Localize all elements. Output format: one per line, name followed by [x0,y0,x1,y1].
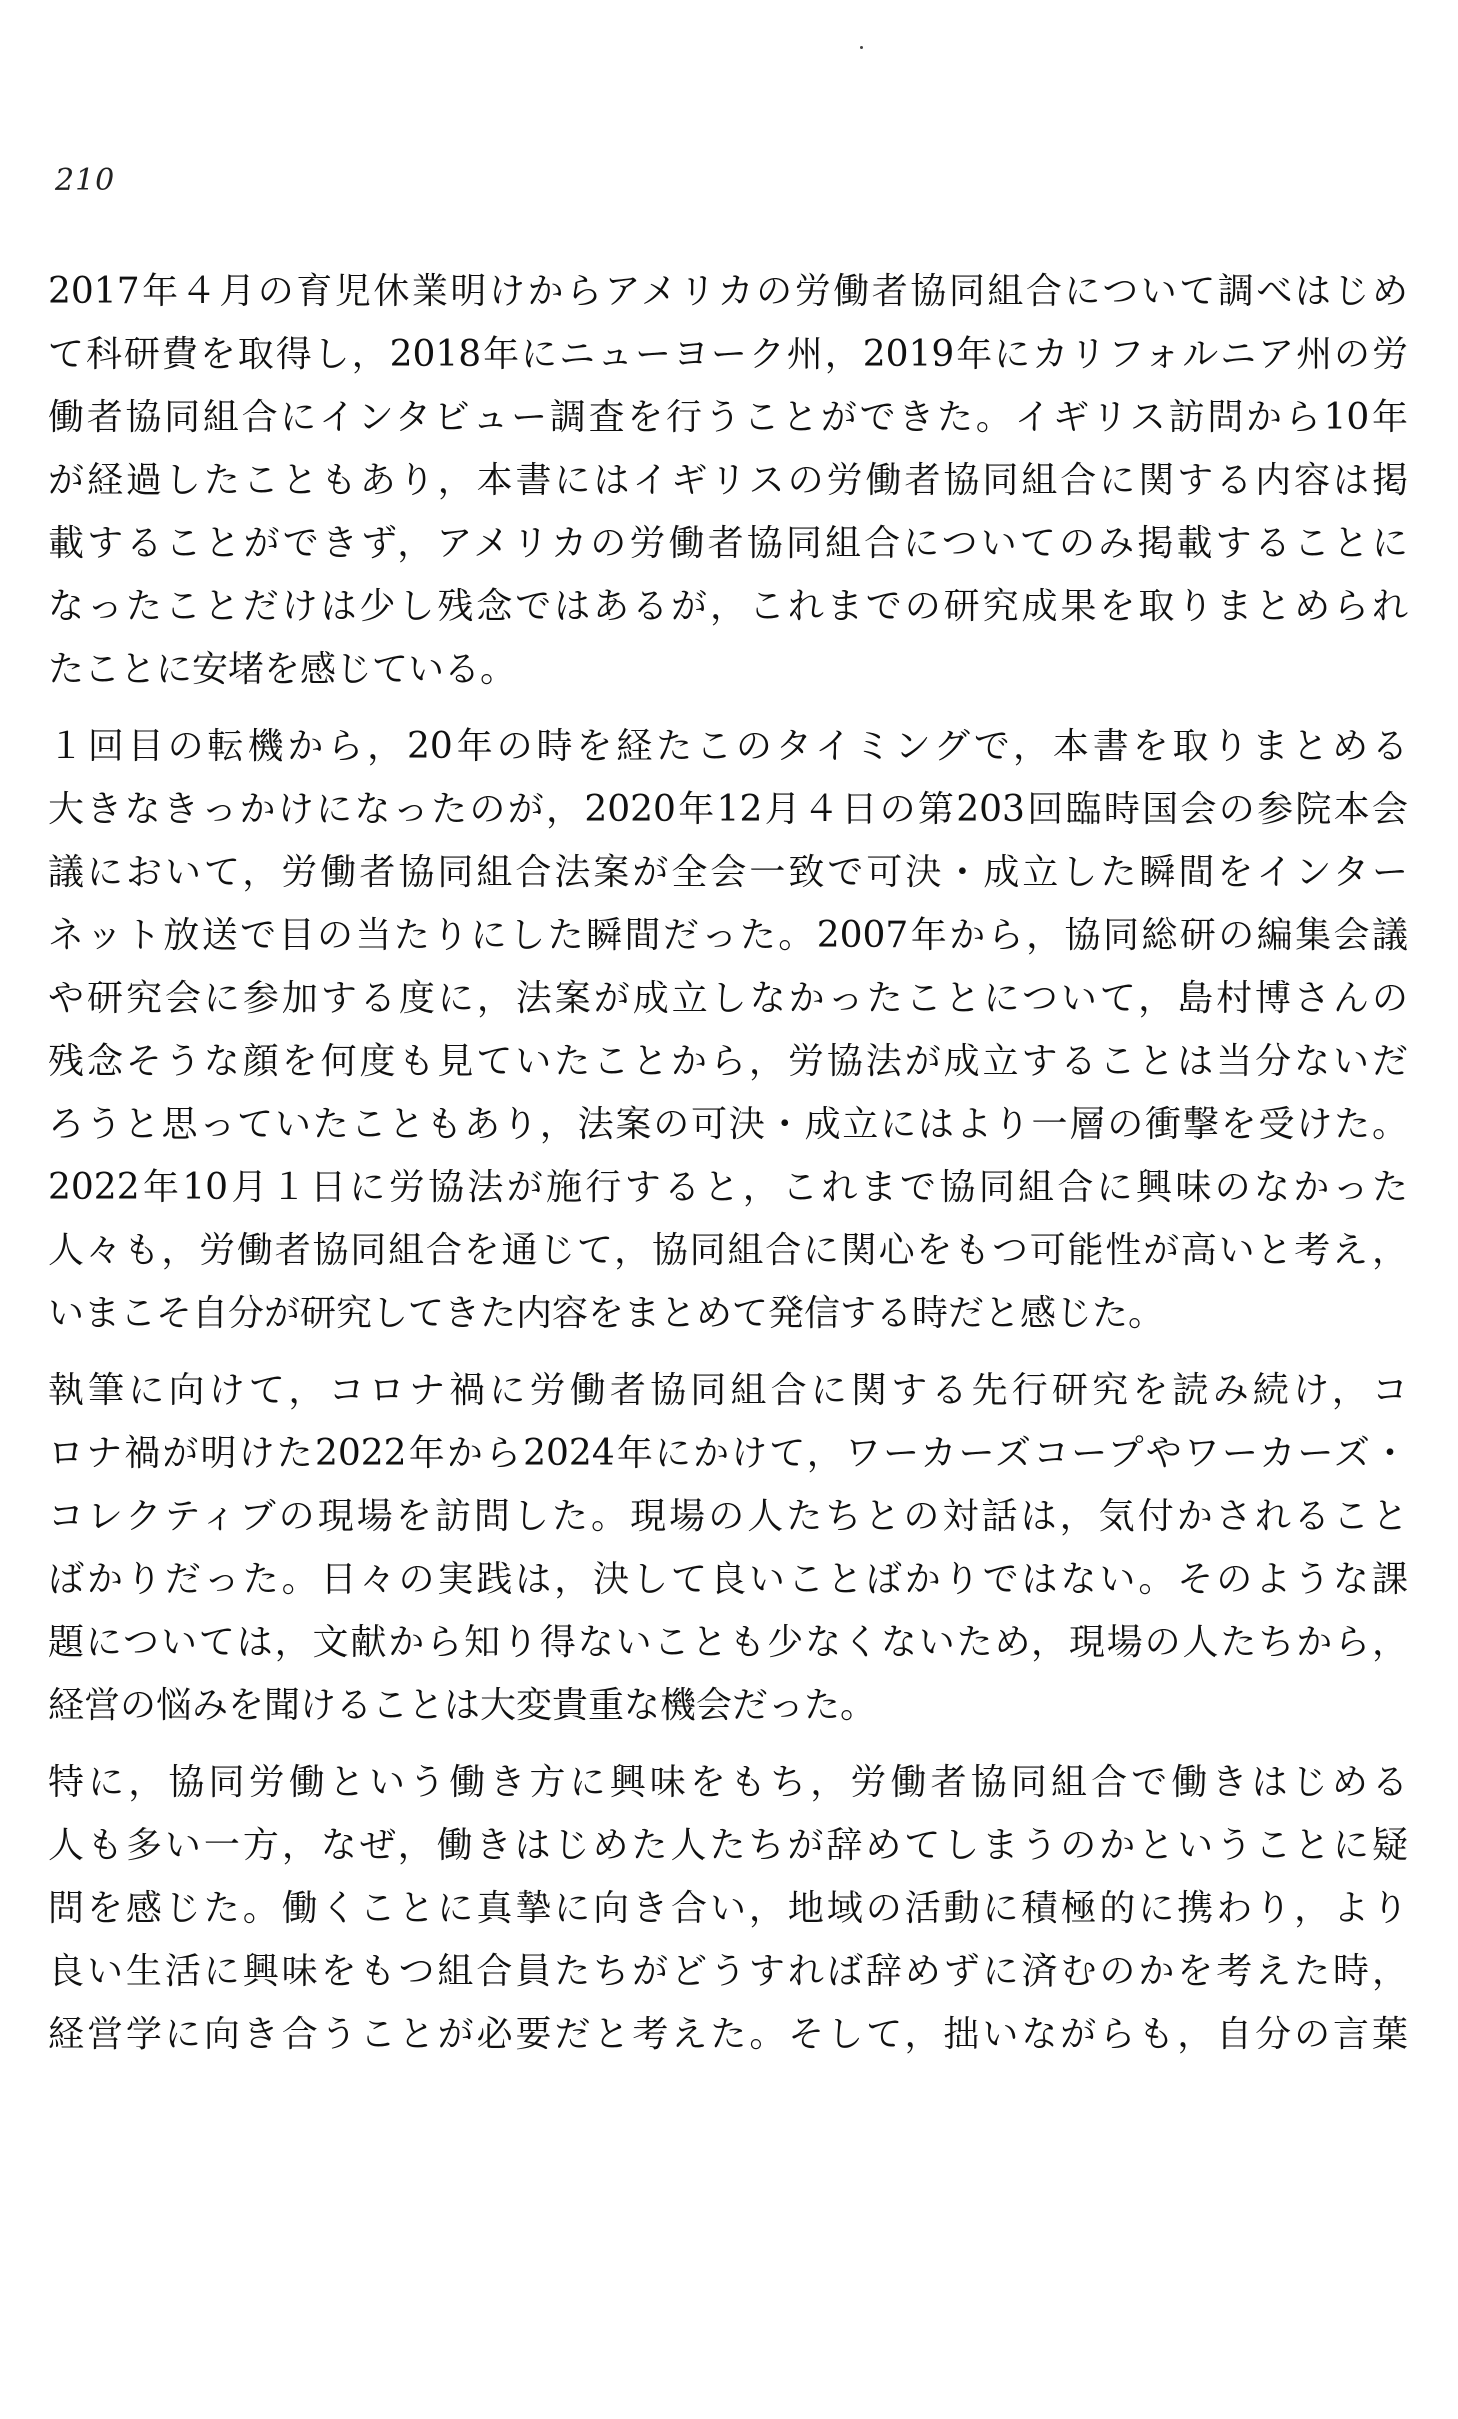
text-line: が経過したこともあり，本書にはイギリスの労働者協同組合に関する内容は掲 [48,460,1408,501]
text-line: や研究会に参加する度に，法案が成立しなかったことについて，島村博さんの [48,978,1408,1019]
text-line: て科研費を取得し，2018年にニューヨーク州，2019年にカリフォルニア州の労 [48,334,1408,375]
body-text [48,260,1408,2066]
text-line: １回目の転機から，20年の時を経たこのタイミングで，本書を取りまとめる [48,726,1408,767]
page-number: 210 [55,163,116,198]
text-line: たことに安堵を感じている。 [48,649,517,690]
paragraph-gap [48,1737,1408,1751]
text-line: 人々も，労働者協同組合を通じて，協同組合に関心をもつ可能性が高いと考え， [48,1230,1408,1271]
paragraph-gap [48,1345,1408,1359]
text-line: 題については，文献から知り得ないことも少なくないため，現場の人たちから， [48,1622,1408,1663]
text-line: 経営学に向き合うことが必要だと考えた。そして，拙いながらも，自分の言葉 [48,2014,1408,2055]
text-line: 良い生活に興味をもつ組合員たちがどうすれば辞めずに済むのかを考えた時， [48,1951,1408,1992]
text-line: 人も多い一方，なぜ，働きはじめた人たちが辞めてしまうのかということに疑 [48,1825,1408,1866]
text-line: 2017年４月の育児休業明けからアメリカの労働者協同組合について調べはじめ [48,271,1408,312]
text-line: 議において，労働者協同組合法案が全会一致で可決・成立した瞬間をインター [48,852,1408,893]
text-line: 2022年10月１日に労協法が施行すると，これまで協同組合に興味のなかった [48,1167,1408,1208]
scan-speck [860,46,863,49]
text-line: ネット放送で目の当たりにした瞬間だった。2007年から，協同総研の編集会議 [48,915,1408,956]
paragraph-gap [48,701,1408,715]
text-line: ロナ禍が明けた2022年から2024年にかけて，ワーカーズコープやワーカーズ・ [48,1433,1408,1474]
text-line: いまこそ自分が研究してきた内容をまとめて発信する時だと感じた。 [48,1293,1165,1334]
text-line: 大きなきっかけになったのが，2020年12月４日の第203回臨時国会の参院本会 [48,789,1408,830]
text-line: ろうと思っていたこともあり，法案の可決・成立にはより一層の衝撃を受けた。 [48,1104,1408,1145]
text-line: 残念そうな顔を何度も見ていたことから，労協法が成立することは当分ないだ [48,1041,1408,1082]
text-line: 経営の悩みを聞けることは大変貴重な機会だった。 [48,1685,877,1726]
text-line: 特に，協同労働という働き方に興味をもち，労働者協同組合で働きはじめる [48,1762,1408,1803]
text-line: 執筆に向けて，コロナ禍に労働者協同組合に関する先行研究を読み続け，コ [48,1370,1408,1411]
text-line: なったことだけは少し残念ではあるが，これまでの研究成果を取りまとめられ [48,586,1408,627]
text-line: 働者協同組合にインタビュー調査を行うことができた。イギリス訪問から10年 [48,397,1408,438]
text-line: ばかりだった。日々の実践は，決して良いことばかりではない。そのような課 [48,1559,1408,1600]
text-line: 載することができず，アメリカの労働者協同組合についてのみ掲載することに [48,523,1408,564]
text-line: 問を感じた。働くことに真摯に向き合い，地域の活動に積極的に携わり，より [48,1888,1408,1929]
text-line: コレクティブの現場を訪問した。現場の人たちとの対話は，気付かされること [48,1496,1408,1537]
